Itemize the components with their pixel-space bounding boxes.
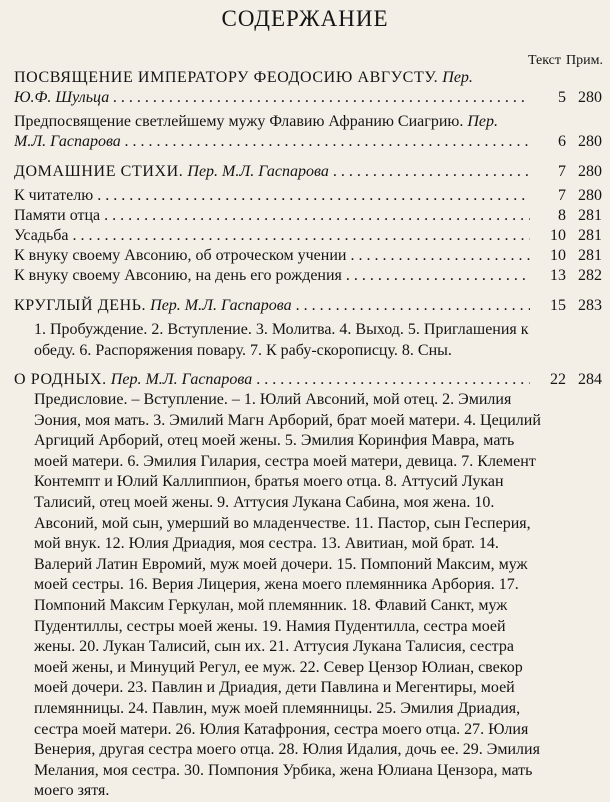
toc-item-label: К читателю . . . bbox=[14, 186, 530, 206]
contents-line: жены. 20. Лукан Талисий, сын их. 21. Аттусия Лукана Талисия, сестра bbox=[34, 638, 514, 656]
entry-text-page: 6 bbox=[558, 133, 566, 150]
contents-line: Мелания, моя сестра. 30. Помпония Урбика, жена Юлиана Цензора, мать bbox=[34, 761, 533, 779]
entry-text-page: 7 bbox=[558, 187, 566, 204]
entry-text-page: 22 bbox=[550, 371, 566, 388]
entry-notes-page: 281 bbox=[578, 207, 602, 224]
contents-line: Валерий Латин Евромий, муж моей дочери. 15. Помпоний Максим, муж bbox=[34, 555, 528, 573]
toc-item-label: Усадьба . . . bbox=[14, 226, 530, 246]
toc-entry-dedication[interactable] bbox=[0, 68, 610, 88]
page-title: СОДЕРЖАНИЕ bbox=[221, 6, 389, 31]
section-translator: Пер. М.Л. Гаспарова bbox=[150, 297, 292, 314]
contents-line: племянницы. 24. Павлин, муж моей племянницы. 25. Эмилия Дриадия, bbox=[34, 699, 521, 717]
entry-notes-page: 281 bbox=[578, 247, 602, 264]
section-title: ДОМАШНИЕ СТИХИ. bbox=[14, 163, 184, 180]
contents-line: мой внук. 12. Юлия Дриадия, моя сестра. 13. Авитиан, мой брат. 14. bbox=[34, 535, 499, 553]
contents-line: Талисий, отец моей жены. 9. Аттусия Лукана Сабина, моя жена. 10. bbox=[34, 493, 495, 511]
toc-section-domestic[interactable] bbox=[0, 162, 610, 182]
entry-text-page: 13 bbox=[550, 267, 566, 284]
entry-title: Предпосвящение светлейшему мужу Флавию Афранию Сиагрию. bbox=[14, 113, 464, 130]
entry-notes-page: 284 bbox=[578, 371, 602, 388]
toc-item[interactable] bbox=[0, 186, 610, 206]
contents-line: 1. Пробуждение. 2. Вступление. 3. Молитва. 4. Выход. 5. Приглашения к bbox=[34, 321, 529, 338]
section-translator: Пер. М.Л. Гаспарова bbox=[187, 163, 329, 180]
contents-line: моего зятя. bbox=[34, 782, 110, 800]
contents-line: Эония, моя мать. 3. Эмилий Магн Арборий, брат моей матери. 4. Цецилий bbox=[34, 411, 541, 429]
contents-line: моей сестры. 16. Верия Лицерия, жена моего племянника Арбория. 17. bbox=[34, 576, 519, 594]
entry-translator-prefix: Пер. bbox=[467, 113, 498, 130]
contents-line: моей жены, и Минуций Регул, ее муж. 22. Север Цензор Юлиан, свекор bbox=[34, 658, 523, 676]
round-day-contents bbox=[34, 320, 594, 361]
entry-text-page: 5 bbox=[558, 89, 566, 106]
entry-translator: Ю.Ф. Шульца . . . bbox=[14, 88, 530, 108]
entry-translator-prefix: Пер. bbox=[442, 69, 473, 86]
relatives-contents bbox=[34, 390, 594, 802]
entry-title: ПОСВЯЩЕНИЕ ИМПЕРАТОРУ ФЕОДОСИЮ АВГУСТУ. bbox=[14, 69, 439, 86]
contents-line: Венерия, другая сестра моего отца. 28. Юлия Идалия, дочь ее. 29. Эмилия bbox=[34, 741, 540, 759]
toc-item-label: Памяти отца . . . bbox=[14, 206, 530, 226]
contents-line: Помпоний Максим Геркулан, мой племянник. 18. Флавий Санкт, муж bbox=[34, 596, 508, 614]
contents-line: обеду. 6. Распоряжения повару. 7. К рабу-скорописцу. 8. Сны. bbox=[34, 341, 452, 359]
toc-section-relatives[interactable] bbox=[0, 370, 610, 390]
entry-text-page: 8 bbox=[558, 207, 566, 224]
entry-notes-page: 282 bbox=[578, 267, 602, 284]
entry-text-page: 10 bbox=[550, 247, 566, 264]
contents-line: Предисловие. – Вступление. – 1. Юлий Авсоний, мой отец. 2. Эмилия bbox=[34, 391, 512, 408]
contents-line: Аргиций Арборий, отец моей жены. 5. Эмилия Коринфия Мавра, мать bbox=[34, 432, 515, 450]
contents-line: сестра моей матери. 26. Юлия Катафрония, сестра моего отца. 27. Юлия bbox=[34, 720, 529, 738]
section-title: КРУГЛЫЙ ДЕНЬ. bbox=[14, 297, 147, 314]
contents-line: Авсоний, мой сын, умерший во младенчестве. 11. Пастор, сын Гесперия, bbox=[34, 514, 531, 532]
toc-item[interactable] bbox=[0, 206, 610, 226]
contents-line: Пудентиллы, сестры моей жены. 19. Намия Пудентилла, сестра моей bbox=[34, 617, 506, 635]
entry-notes-page: 283 bbox=[578, 297, 602, 314]
contents-line: Контемпт и Юлий Каллиппион, братья моего отца. 8. Аттусий Лукан bbox=[34, 473, 504, 491]
section-title: О РОДНЫХ. bbox=[14, 371, 107, 388]
entry-notes-page: 280 bbox=[578, 163, 602, 180]
column-header-notes: Прим. bbox=[566, 53, 603, 68]
toc-entry-dedication-line2[interactable] bbox=[0, 88, 610, 108]
column-header-text: Текст bbox=[528, 53, 562, 68]
toc-item-label: К внуку своему Авсонию, на день его рождения . . . bbox=[14, 266, 530, 286]
entry-text-page: 15 bbox=[550, 297, 566, 314]
contents-line: моей матери. 6. Эмилия Гилария, сестра моей матери, девица. 7. Клемент bbox=[34, 452, 536, 470]
entry-text-page: 7 bbox=[558, 163, 566, 180]
entry-text-page: 10 bbox=[550, 227, 566, 244]
entry-notes-page: 280 bbox=[578, 89, 602, 106]
toc-item[interactable] bbox=[0, 266, 610, 286]
entry-notes-page: 280 bbox=[578, 187, 602, 204]
entry-notes-page: 281 bbox=[578, 227, 602, 244]
contents-line: моей дочери. 23. Павлин и Дриадия, дети Павлина и Мегентиры, моей bbox=[34, 679, 515, 697]
toc-section-round-day[interactable] bbox=[0, 296, 610, 316]
toc-entry-predication[interactable] bbox=[0, 112, 610, 132]
entry-notes-page: 280 bbox=[578, 133, 602, 150]
entry-translator: М.Л. Гаспарова . . . bbox=[14, 132, 530, 152]
toc-entry-predication-line2[interactable] bbox=[0, 132, 610, 152]
toc-item[interactable] bbox=[0, 226, 610, 246]
section-translator: Пер. М.Л. Гаспарова bbox=[110, 371, 253, 388]
toc-item-label: К внуку своему Авсонию, об отроческом учении . . . bbox=[14, 246, 530, 266]
toc-item[interactable] bbox=[0, 246, 610, 266]
